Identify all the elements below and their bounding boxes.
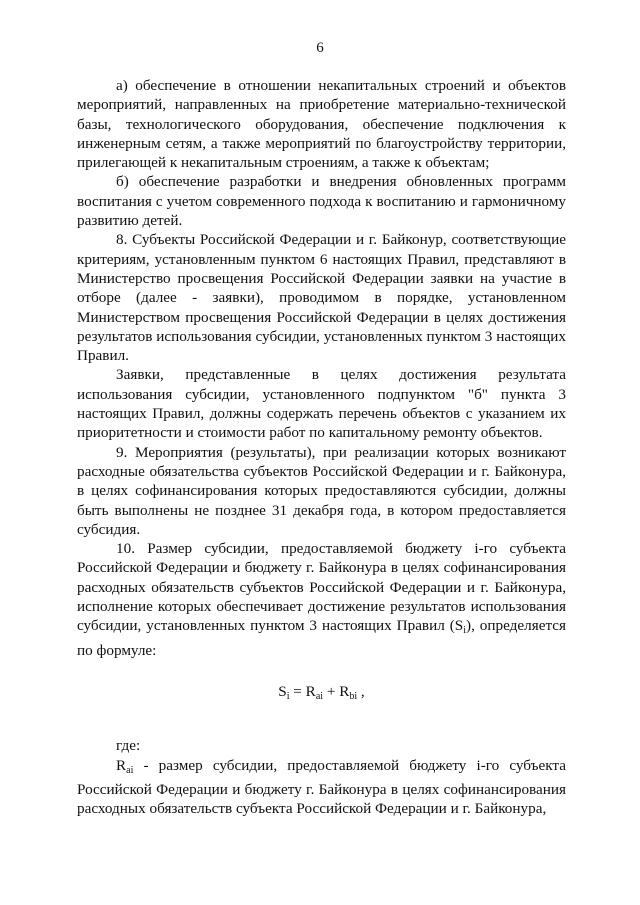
paragraph-applications: Заявки, представленные в целях достижения результата использования субсидии, установленного подпунктом "б" пункта 3 настоящих Правил, должны содержать перечень объектов с указанием их приоритетности и стоимости работ по капитальному ремонту объектов. — [77, 366, 566, 442]
paragraph-rai-definition — [77, 756, 566, 819]
paragraph-subpoint-a: а) обеспечение в отношении некапитальных строений и объектов мероприятий, направленных на приобретение материально-технической базы, технологического оборудования, обеспечение подключения к инженерным сетям, а также мероприятий по благоустройству территории, прилегающей к некапитальным строениям, а также к объектам; — [77, 77, 566, 172]
formula-lhs-sub: i — [286, 690, 290, 702]
rai-symbol: R — [116, 756, 127, 774]
formula-tail: , — [357, 682, 365, 700]
formula — [77, 682, 566, 706]
paragraph-10-subscript: i — [463, 625, 467, 637]
rai-definition-text: - размер субсидии, предоставляемой бюджету i-го субъекта Российской Федерации и бюджету г. Байконура в целях софинансирования расходных обязательств субъекта Российской Федерации и г. Байконура, — [77, 756, 566, 818]
paragraph-10 — [77, 539, 566, 660]
paragraph-subpoint-b: б) обеспечение разработки и внедрения обновленных программ воспитания с учетом современного подхода к воспитанию и гармоничному развитию детей. — [77, 173, 566, 230]
rai-subscript: ai — [126, 764, 134, 776]
formula-plus: + — [323, 682, 340, 700]
paragraph-10-text: 10. Размер субсидии, предоставляемой бюджету i-го субъекта Российской Федерации и бюджету г. Байконура в целях софинансирования расходных обязательств субъектов Российской Федерации и г. Байконура, исполнение которых обеспечивает достижение результатов использования субсидии, установленных пунктом 3 настоящих Правил (S — [77, 540, 566, 635]
formula-lhs: S — [278, 682, 287, 700]
document-body — [77, 76, 566, 818]
formula-term-2: R — [339, 682, 350, 700]
where-label: где: — [116, 737, 141, 755]
formula-term-1: R — [305, 682, 316, 700]
formula-equals: = — [289, 682, 306, 700]
paragraph-9: 9. Мероприятия (результаты), при реализации которых возникают расходные обязательства субъектов Российской Федерации и г. Байконура, в целях софинансирования которых предоставляются субсидии, должны быть выполнены не позднее 31 декабря года, в котором предоставляется субсидия. — [77, 443, 566, 538]
paragraph-8: 8. Субъекты Российской Федерации и г. Байконур, соответствующие критериям, установленным пунктом 6 настоящих Правил, представляют в Министерство просвещения Российской Федерации заявки на участие в отборе (далее - заявки), проводимом в порядке, установленном Министерством просвещения Российской Федерации в целях достижения результатов использования субсидии, установленных пунктом 3 настоящих Правил. — [77, 231, 566, 365]
page-number: 6 — [316, 40, 324, 56]
formula-term-2-sub: bi — [349, 690, 358, 702]
paragraph-10-end: ), определяется по формуле: — [77, 617, 566, 659]
formula-term-1-sub: ai — [315, 690, 324, 702]
